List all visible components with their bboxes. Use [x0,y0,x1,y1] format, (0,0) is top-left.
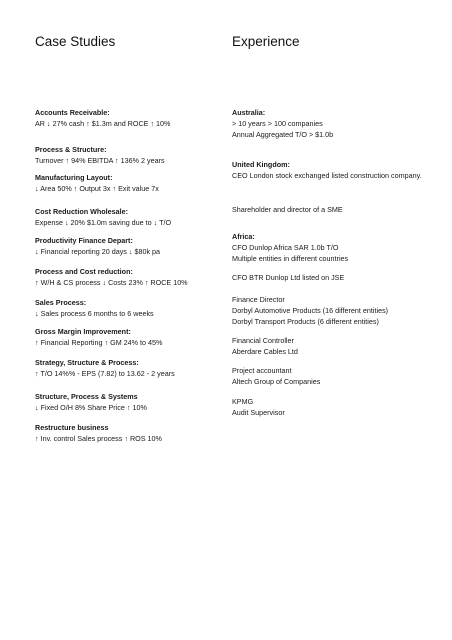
case-study-entry-line: ↑ T/O 14%% - EPS (7.82) to 13.62 - 2 years [35,368,175,378]
case-study-entry-line: AR ↓ 27% cash ↑ $1.3m and ROCE ↑ 10% [35,118,171,128]
experience-heading: Experience [232,34,300,49]
experience-entry-title: United Kingdom: [232,160,290,169]
experience-entry [232,108,432,140]
experience-entry [232,295,432,327]
experience-entry-line: Finance Director [232,295,285,304]
case-study-entry-line: ↓ Financial reporting 20 days ↓ $80k pa [35,246,161,256]
experience-entry-line: Financial Controller [232,336,294,345]
experience-entry [232,273,432,284]
experience-entry-line: Multiple entities in different countries [232,253,349,263]
case-study-entry-title: Productivity Finance Depart: [35,236,133,245]
experience-entry-line: Annual Aggregated T/O > $1.0b [232,129,334,139]
case-study-entry-title: Process & Structure: [35,145,107,154]
experience-entry [232,232,432,264]
experience-entry-title: Australia: [232,108,266,117]
case-study-entry-line: ↑ W/H & CS process ↓ Costs 23% ↑ ROCE 10% [35,277,188,287]
experience-entry [232,160,432,182]
case-study-entry [35,207,231,229]
experience-entry-line: Project accountant [232,366,292,375]
case-study-entry [35,298,231,320]
case-study-entry-title: Manufacturing Layout: [35,173,113,182]
experience-entry-line: KPMG [232,397,254,406]
experience-entry [232,366,432,388]
case-study-entry-title: Structure, Process & Systems [35,392,138,401]
case-study-entry-title: Process and Cost reduction: [35,267,133,276]
case-studies-heading: Case Studies [35,34,116,49]
case-study-entry-line: ↓ Fixed O/H 8% Share Price ↑ 10% [35,402,147,412]
case-study-entry-title: Restructure business [35,423,109,432]
experience-entry-line: > 10 years > 100 companies [232,118,323,128]
case-study-entry [35,327,231,349]
experience-entry [232,205,432,216]
case-study-entry [35,145,231,167]
case-study-entry-line: ↓ Sales process 6 months to 6 weeks [35,308,154,318]
case-study-entry-line: Turnover ↑ 94% EBITDA ↑ 136% 2 years [35,155,165,165]
case-study-entry-title: Accounts Receivable: [35,108,110,117]
experience-entry-line: CEO London stock exchanged listed construction company. [232,170,422,180]
experience-entry-line: CFO Dunlop Africa SAR 1.0b T/O [232,242,339,252]
case-study-entry [35,108,231,130]
case-study-entry-line: ↑ Financial Reporting ↑ GM 24% to 45% [35,337,163,347]
case-study-entry-title: Gross Margin Improvement: [35,327,131,336]
experience-entry-line: CFO BTR Dunlop Ltd listed on JSE [232,273,345,282]
case-study-entry-title: Sales Process: [35,298,87,307]
case-study-entry-line: ↓ Area 50% ↑ Output 3x ↑ Exit value 7x [35,183,159,193]
experience-entry [232,397,432,419]
case-study-entry [35,423,231,445]
experience-entry-line: Aberdare Cables Ltd [232,346,298,356]
experience-entry-line: Shareholder and director of a SME [232,205,343,214]
case-study-entry-title: Cost Reduction Wholesale: [35,207,129,216]
case-study-entry-line: ↑ Inv. control Sales process ↑ ROS 10% [35,433,162,443]
experience-entry-title: Africa: [232,232,255,241]
experience-entry-line: Dorbyl Automotive Products (16 different entities) [232,305,389,315]
experience-entry-line: Dorbyl Transport Products (6 different entities) [232,316,379,326]
experience-entry-line: Audit Supervisor [232,407,285,417]
experience-entry [232,336,432,358]
case-study-entry [35,392,231,414]
case-study-entry [35,173,231,195]
case-study-entry-title: Strategy, Structure & Process: [35,358,139,367]
case-study-entry [35,267,231,289]
case-study-entry-line: Expense ↓ 20% $1.0m saving due to ↓ T/O [35,217,172,227]
case-study-entry [35,236,231,258]
experience-entry-line: Altech Group of Companies [232,376,321,386]
case-study-entry [35,358,231,380]
